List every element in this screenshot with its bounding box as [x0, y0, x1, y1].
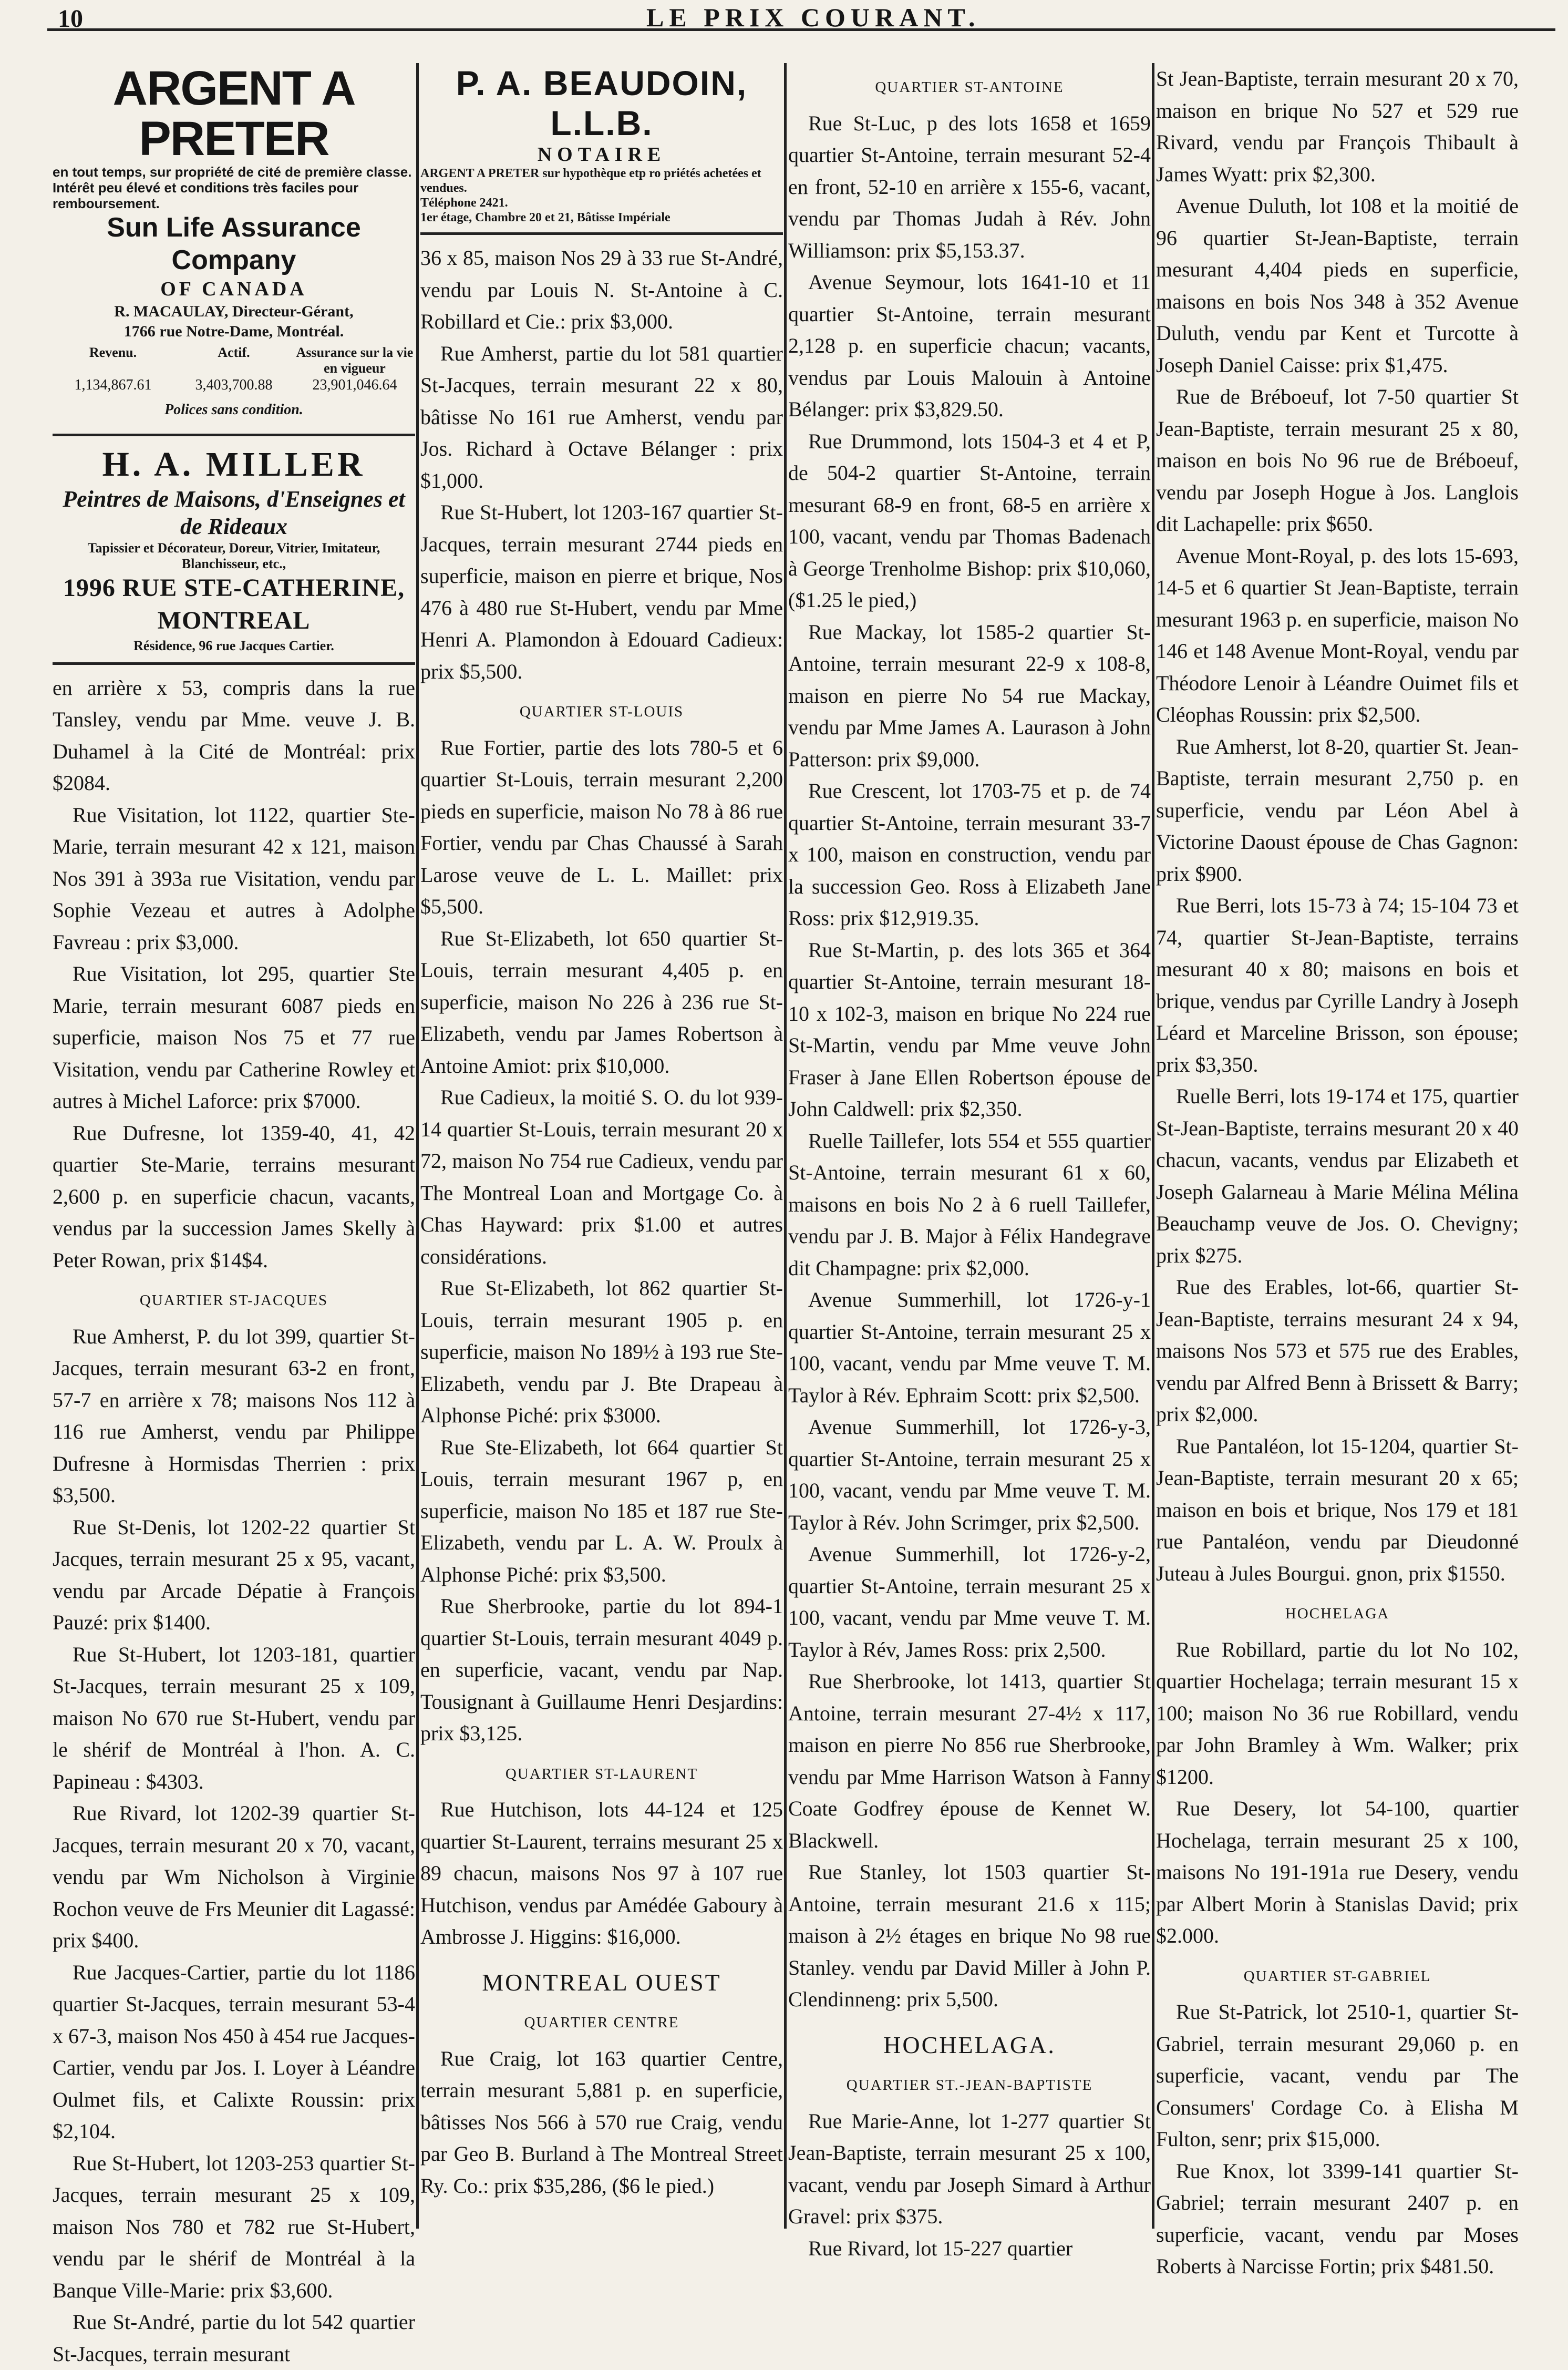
ad-figures-values: [53, 376, 415, 394]
ad-phone: Téléphone 2421.: [420, 196, 783, 210]
transaction-entry: Rue Knox, lot 3399-141 quartier St-Gabriel; terrain mesurant 2407 p. en superficie, vacant, vendu par Moses Roberts à Narcisse Fortin; prix $481.50.: [1156, 2156, 1519, 2283]
section-heading: QUARTIER ST-LOUIS: [420, 696, 783, 728]
transaction-entry: Rue St-Martin, p. des lots 365 et 364 quartier St-Antoine, terrain mesurant 18-10 x 102-3, maison en brique No 224 rue St-Martin, vendu par Mme veuve John Fraser à Jane Ellen Robertson épouse de John Caldwell: prix $2,350.: [788, 935, 1151, 1125]
transaction-entry: Rue Amherst, lot 8-20, quartier St. Jean-Baptiste, terrain mesurant 2,750 p. en superficie, vendu par Léon Abel à Victorine Daoust épouse de Chas Gagnon: prix $900.: [1156, 731, 1519, 890]
figure-value: 1,134,867.61: [53, 376, 173, 394]
section-heading: QUARTIER ST-ANTOINE: [788, 71, 1151, 104]
ad-figures-header: [53, 345, 415, 376]
transaction-entry: Rue Rivard, lot 1202-39 quartier St-Jacques, terrain mesurant 20 x 70, vacant, vendu par Wm Nicholson à Virginie Rochon veuve de Frs Meunier dit Lagassé: prix $400.: [53, 1798, 415, 1957]
transaction-entry: Rue St-Patrick, lot 2510-1, quartier St-Gabriel, terrain mesurant 29,060 p. en superficie, vacant, vendu par The Consumers' Cordage Co. à Elisha M Fulton, senr; prix $15,000.: [1156, 1996, 1519, 2156]
transaction-entry: Rue St-Hubert, lot 1203-167 quartier St-Jacques, terrain mesurant 2744 pieds en superficie, maison en pierre et brique, Nos 476 à 480 rue St-Hubert, vendu par Mme Henri A. Plamondon à Edouard Cadieux: prix $5,500.: [420, 497, 783, 688]
ad-text: en tout temps, sur propriété de cité de première classe. Intérêt peu élevé et conditions très faciles pour remboursement.: [53, 164, 415, 211]
ad-title: H. A. MILLER: [53, 444, 415, 486]
transaction-entry: Rue St-Elizabeth, lot 862 quartier St-Louis, terrain mesurant 1905 p. en superficie, maison No 189½ à 193 rue Ste-Elizabeth, vendu par J. Bte Drapeau à Alphonse Piché: prix $3000.: [420, 1273, 783, 1432]
transaction-entry: Rue des Erables, lot-66, quartier St-Jean-Baptiste, terrains mesurant 24 x 94, maisons Nos 573 et 575 rue des Erables, vendu par Alfred Benn à Brissett & Barry; prix $2,000.: [1156, 1271, 1519, 1431]
transaction-entry: Rue St-Hubert, lot 1203-181, quartier St-Jacques, terrain mesurant 25 x 109, maison No 670 rue St-Hubert, vendu par le shérif de Montréal à l'hon. A. C. Papineau : $4303.: [53, 1639, 415, 1798]
transaction-entry: Rue Crescent, lot 1703-75 et p. de 74 quartier St-Antoine, terrain mesurant 33-7 x 100, maison en construction, vendu par la succession Geo. Ross à Elizabeth Jane Ross: prix $12,919.35.: [788, 775, 1151, 935]
transaction-entry: Rue Visitation, lot 1122, quartier Ste-Marie, terrain mesurant 42 x 121, maison Nos 391 à 393a rue Visitation, vendu par Sophie Vezeau et autres à Adolphe Favreau : prix $3,000.: [53, 799, 415, 959]
ad-address: 1766 rue Notre-Dame, Montréal.: [53, 322, 415, 342]
column-2-text: [420, 242, 783, 2202]
section-heading: QUARTIER ST.-JEAN-BAPTISTE: [788, 2069, 1151, 2101]
column-rule: [784, 63, 787, 2229]
transaction-entry: Avenue Summerhill, lot 1726-y-1 quartier St-Antoine, terrain mesurant 25 x 100, vacant, vendu par Mme veuve T. M. Taylor à Rév. Ephraim Scott: prix $2,500.: [788, 1284, 1151, 1411]
transaction-entry: Rue Visitation, lot 295, quartier Ste Marie, terrain mesurant 6087 pieds en superficie, maison Nos 75 et 77 rue Visitation, vendu par Catherine Rowley et autres à Michel Laforce: prix $7000.: [53, 958, 415, 1117]
transaction-entry: Rue St-André, partie du lot 542 quartier St-Jacques, terrain mesurant: [53, 2306, 415, 2370]
ad-residence: Résidence, 96 rue Jacques Cartier.: [53, 637, 415, 655]
ad-address: 1996 RUE STE-CATHERINE, MONTREAL: [53, 572, 415, 637]
transaction-entry: Rue Sherbrooke, partie du lot 894-1 quartier St-Louis, terrain mesurant 4049 p. en superficie, vacant, vendu par Nap. Tousignant à Guillaume Henri Desjardins: prix $3,125.: [420, 1591, 783, 1750]
transaction-entry: Avenue Duluth, lot 108 et la moitié de 96 quartier St-Jean-Baptiste, terrain mesurant 4,404 pieds en superficie, maisons en bois Nos 348 à 352 Avenue Duluth, vendu par Kent et Turcotte à Joseph Daniel Caisse: prix $1,475.: [1156, 190, 1519, 381]
page-number: 10: [58, 4, 83, 33]
transaction-entry: Rue Dufresne, lot 1359-40, 41, 42 quartier Ste-Marie, terrains mesurant 2,600 p. en superficie chacun, vacants, vendus par la succession James Skelly à Peter Rowan, prix $14$4.: [53, 1117, 415, 1277]
ad-footer: Polices sans condition.: [53, 394, 415, 426]
column-3: [788, 63, 1151, 2218]
column-1: [53, 63, 415, 2218]
column-4-text: [1156, 63, 1519, 2283]
transaction-entry: Rue St-Elizabeth, lot 650 quartier St-Louis, terrain mesurant 4,405 p. en superficie, maison No 226 à 236 rue St-Elizabeth, vendu par James Robertson à Antoine Amiot: prix $10,000.: [420, 923, 783, 1082]
ad-subtitle: NOTAIRE: [420, 143, 783, 166]
column-4: [1156, 63, 1519, 2218]
transaction-entry: Rue Fortier, partie des lots 780-5 et 6 quartier St-Louis, terrain mesurant 2,200 pieds en superficie, maison No 78 à 86 rue Fortier, vendu par Chas Chaussé à Sarah Larose veuve de L. L. Maillet: prix $5,500.: [420, 732, 783, 923]
ad-miller: [53, 444, 415, 665]
figure-header: Actif.: [173, 345, 294, 376]
transaction-entry: Rue Ste-Elizabeth, lot 664 quartier St Louis, terrain mesurant 1967 p, en superficie, maison No 185 et 187 rue Ste-Elizabeth, vendu par L. A. W. Proulx à Alphonse Piché: prix $3,500.: [420, 1432, 783, 1591]
transaction-entry: Rue Desery, lot 54-100, quartier Hochelaga, terrain mesurant 25 x 100, maisons No 191-191a rue Desery, vendu par Albert Morin à Stanislas David; prix $2.000.: [1156, 1793, 1519, 1952]
transaction-entry: Rue Sherbrooke, lot 1413, quartier St Antoine, terrain mesurant 27-4½ x 117, maison en pierre No 856 rue Sherbrooke, vendu par Mme Harrison Watson à Fanny Coate Godfrey épouse de Kennet W. Blackwell.: [788, 1666, 1151, 1856]
transaction-entry: Ruelle Taillefer, lots 554 et 555 quartier St-Antoine, terrain mesurant 61 x 60, maisons en bois No 2 à 6 ruell Taillefer, vendu par J. B. Major à Félix Handegrave dit Champagne: prix $2,000.: [788, 1125, 1151, 1285]
section-heading: HOCHELAGA.: [788, 2029, 1151, 2061]
transaction-entry: Rue Amherst, partie du lot 581 quartier St-Jacques, terrain mesurant 22 x 80, bâtisse No 161 rue Amherst, vendu par Jos. Richard à Octave Bélanger : prix $1,000.: [420, 338, 783, 497]
transaction-entry: Rue Marie-Anne, lot 1-277 quartier St Jean-Baptiste, terrain mesurant 25 x 100, vacant, vendu par Joseph Simard à Arthur Gravel: prix $375.: [788, 2106, 1151, 2233]
figure-value: 3,403,700.88: [173, 376, 294, 394]
section-heading: QUARTIER ST-JACQUES: [53, 1285, 415, 1317]
transaction-entry: Rue St-Luc, p des lots 1658 et 1659 quartier St-Antoine, terrain mesurant 52-4 en front, 52-10 en arrière x 155-6, vacant, vendu par Thomas Judah à Rév. John Williamson: prix $5,153.37.: [788, 108, 1151, 267]
figure-value: 23,901,046.64: [294, 376, 415, 394]
transaction-entry: Rue Cadieux, la moitié S. O. du lot 939-14 quartier St-Louis, terrain mesurant 20 x 72, maison No 754 rue Cadieux, vendu par The Montreal Loan and Mortgage Co. à Chas Hayward: prix $1.00 et autres considérations.: [420, 1082, 783, 1273]
transaction-entry: Rue Jacques-Cartier, partie du lot 1186 quartier St-Jacques, terrain mesurant 53-4 x 67-3, maison Nos 450 à 454 rue Jacques-Cartier, vendu par Jos. I. Loyer à Léandre Oulmet fils, et Calixte Roussin: prix $2,104.: [53, 1957, 415, 2148]
column-2: [420, 63, 783, 2218]
transaction-entry: 36 x 85, maison Nos 29 à 33 rue St-André, vendu par Louis N. St-Antoine à C. Robillard et Cie.: prix $3,000.: [420, 242, 783, 338]
ad-title: P. A. BEAUDOIN, L.L.B.: [420, 63, 783, 143]
ad-text: ARGENT A PRETER sur hypothèque etp ro priétés achetées et vendues.: [420, 166, 783, 196]
ad-text: Tapissier et Décorateur, Doreur, Vitrier, Imitateur, Blanchisseur, etc.,: [53, 540, 415, 572]
transaction-entry: St Jean-Baptiste, terrain mesurant 20 x 70, maison en brique No 527 et 529 rue Rivard, vendu par François Thibault à James Wyatt: prix $2,300.: [1156, 63, 1519, 190]
masthead: [47, 7, 1555, 31]
transaction-entry: Rue Amherst, P. du lot 399, quartier St-Jacques, terrain mesurant 63-2 en front, 57-7 en arrière x 78; maisons Nos 112 à 116 rue Amherst, vendu par Philippe Dufresne à Hormisdas Therrien : prix $3,500.: [53, 1321, 415, 1512]
transaction-entry: Rue Drummond, lots 1504-3 et 4 et P, de 504-2 quartier St-Antoine, terrain mesurant 68-9 en front, 68-5 en arrière x 100, vacant, vendu par Thomas Badenach à George Trenholme Bishop: prix $10,060, ($1.25 le pied,): [788, 426, 1151, 617]
transaction-entry: Avenue Seymour, lots 1641-10 et 11 quartier St-Antoine, terrain mesurant 2,128 p. en superficie chacun; vacants, vendus par Louis Malouin à Antoine Bélanger: prix $3,829.50.: [788, 266, 1151, 426]
transaction-entry: Rue Craig, lot 163 quartier Centre, terrain mesurant 5,881 p. en superficie, bâtisses Nos 566 à 570 rue Craig, vendu par Geo B. Burland à The Montreal Street Ry. Co.: prix $35,286, ($6 le pied.): [420, 2043, 783, 2202]
column-1-text: [53, 672, 415, 2370]
transaction-entry: Rue Hutchison, lots 44-124 et 125 quartier St-Laurent, terrains mesurant 25 x 89 chacun, maisons Nos 97 à 107 rue Hutchison, vendus par Amédée Gaboury à Ambrosse J. Higgins: $16,000.: [420, 1794, 783, 1953]
transaction-entry: Rue Berri, lots 15-73 à 74; 15-104 73 et 74, quartier St-Jean-Baptiste, terrains mesurant 40 x 80; maisons en bois et brique, vendus par Cyrille Landry à Joseph Léard et Marceline Brisson, son épouse; prix $3,350.: [1156, 890, 1519, 1081]
transaction-entry: en arrière x 53, compris dans la rue Tansley, vendu par Mme. veuve J. B. Duhamel à la Cité de Montréal: prix $2084.: [53, 672, 415, 799]
section-heading: QUARTIER ST-GABRIEL: [1156, 1961, 1519, 1993]
column-3-text: [788, 71, 1151, 2264]
transaction-entry: Rue Robillard, partie du lot No 102, quartier Hochelaga; terrain mesurant 15 x 100; maison No 36 rue Robillard, vendu par John Bramley à Wm. Walker; prix $1200.: [1156, 1634, 1519, 1793]
section-heading: MONTREAL OUEST: [420, 1967, 783, 1999]
transaction-entry: Avenue Summerhill, lot 1726-y-3, quartier St-Antoine, terrain mesurant 25 x 100, vacant, vendu par Mme veuve T. M. Taylor à Rév. John Scrimger, prix $2,500.: [788, 1411, 1151, 1538]
running-head: LE PRIX COURANT.: [646, 2, 981, 33]
transaction-entry: Ruelle Berri, lots 19-174 et 175, quartier St-Jean-Baptiste, terrains mesurant 20 x 40 chacun, vacants, vendus par Elizabeth et Joseph Galarneau à Marie Mélina Mélina Beauchamp veuve de Jos. O. Chevigny; prix $275.: [1156, 1081, 1519, 1271]
transaction-entry: Rue Pantaléon, lot 15-1204, quartier St-Jean-Baptiste, terrain mesurant 20 x 65; maison en bois et brique, Nos 179 et 181 rue Pantaléon, vendu par Dieudonné Juteau à Jules Bourgui. gnon, prix $1550.: [1156, 1431, 1519, 1590]
ad-sun-life: [53, 63, 415, 436]
transaction-entry: Rue de Bréboeuf, lot 7-50 quartier St Jean-Baptiste, terrain mesurant 25 x 80, maison en bois No 96 rue de Bréboeuf, vendu par Joseph Hogue à Jos. Langlois dit Lachapelle: prix $650.: [1156, 381, 1519, 540]
ad-title: ARGENT A PRETER: [53, 63, 415, 164]
figure-header: Assurance sur la vie en vigueur: [294, 345, 415, 376]
figure-header: Revenu.: [53, 345, 173, 376]
column-rule: [1152, 63, 1154, 2229]
ad-beaudoin: [420, 63, 783, 235]
transaction-entry: Rue Rivard, lot 15-227 quartier: [788, 2233, 1151, 2265]
ad-office: 1er étage, Chambre 20 et 21, Bâtisse Impériale: [420, 210, 783, 225]
transaction-entry: Rue St-Denis, lot 1202-22 quartier St Jacques, terrain mesurant 25 x 95, vacant, vendu par Arcade Dépatie à François Pauzé: prix $1400.: [53, 1512, 415, 1639]
transaction-entry: Avenue Summerhill, lot 1726-y-2, quartier St-Antoine, terrain mesurant 25 x 100, vacant, vendu par Mme veuve T. M. Taylor à Rév, James Ross: prix 2,500.: [788, 1538, 1151, 1666]
ad-manager: R. MACAULAY, Directeur-Gérant,: [53, 302, 415, 322]
ad-company-country: OF CANADA: [53, 276, 415, 302]
section-heading: QUARTIER ST-LAURENT: [420, 1758, 783, 1790]
column-rule: [416, 63, 419, 2229]
transaction-entry: Avenue Mont-Royal, p. des lots 15-693, 14-5 et 6 quartier St Jean-Baptiste, terrain mesurant 1963 p. en superficie, maison No 146 et 148 Avenue Mont-Royal, vendu par Théodore Lenoir à Léandre Ouimet fils et Cléophas Roussin: prix $2,500.: [1156, 540, 1519, 731]
section-heading: HOCHELAGA: [1156, 1598, 1519, 1630]
ad-subtitle: Peintres de Maisons, d'Enseignes et de Rideaux: [53, 486, 415, 540]
transaction-entry: Rue Mackay, lot 1585-2 quartier St-Antoine, terrain mesurant 22-9 x 108-8, maison en pierre No 54 rue Mackay, vendu par Mme James A. Laurason à John Patterson: prix $9,000.: [788, 617, 1151, 776]
section-heading: QUARTIER CENTRE: [420, 2007, 783, 2039]
ad-company: Sun Life Assurance Company: [53, 211, 415, 276]
transaction-entry: Rue Stanley, lot 1503 quartier St-Antoine, terrain mesurant 21.6 x 115; maison à 2½ étages en brique No 98 rue Stanley. vendu par David Miller à John P. Clendinneng: prix 5,500.: [788, 1856, 1151, 2016]
transaction-entry: Rue St-Hubert, lot 1203-253 quartier St-Jacques, terrain mesurant 25 x 109, maison Nos 780 et 782 rue St-Hubert, vendu par le shérif de Montréal à la Banque Ville-Marie: prix $3,600.: [53, 2148, 415, 2307]
